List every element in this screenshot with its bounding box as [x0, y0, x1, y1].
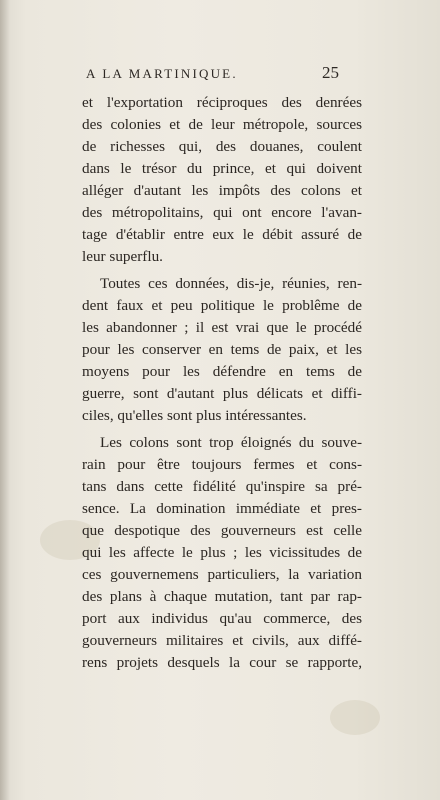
text-line: gouverneurs militaires et civils, aux diffé- [82, 632, 362, 649]
running-head: A LA MARTINIQUE. [86, 66, 238, 81]
text-line: des métropolitains, qui ont encore l'avan- [82, 204, 362, 221]
text-line: que despotique des gouverneurs est celle [82, 522, 362, 539]
text-line: ciles, qu'elles sont plus intéressantes. [82, 407, 307, 424]
text-line: pour les conserver en tems de paix, et les [82, 341, 362, 358]
text-line: Toutes ces données, dis-je, réunies, ren- [100, 275, 362, 292]
paragraph-1 [82, 92, 362, 268]
text-line: les abandonner ; il est vrai que le procédé [82, 319, 362, 336]
text-line: moyens pour les défendre en tems de [82, 363, 362, 380]
text-line: port aux individus qu'au commerce, des [82, 610, 362, 627]
text-line: et l'exportation réciproques des denrées [82, 94, 362, 111]
paper-stain [330, 700, 380, 735]
text-line: dans le trésor du prince, et qui doivent [82, 160, 362, 177]
text-line: guerre, sont d'autant plus délicats et diffi- [82, 385, 362, 402]
text-line: rain pour être toujours fermes et cons- [82, 456, 362, 473]
text-line: tage d'établir entre eux le débit assuré de [82, 226, 362, 243]
text-line: sence. La domination immédiate et pres- [82, 500, 362, 517]
text-line: leur superflu. [82, 248, 163, 265]
text-line: rens projets desquels la cour se rapporte, [82, 654, 362, 671]
gutter-shadow [0, 0, 10, 800]
text-line: ces gouvernemens particuliers, la variation [82, 566, 362, 583]
page-number: 25 [322, 63, 339, 82]
paragraph-3 [82, 432, 362, 674]
text-line: qui les affecte le plus ; les vicissitudes de [82, 544, 362, 561]
text-line: des colonies et de leur métropole, sources [82, 116, 362, 133]
text-line: tans dans cette fidélité qu'inspire sa pré- [82, 478, 362, 495]
text-line: dent faux et peu politique le problême de [82, 297, 362, 314]
text-line: de richesses qui, des douanes, coulent [82, 138, 362, 155]
text-line: des plans à chaque mutation, tant par rap- [82, 588, 362, 605]
text-line: alléger d'autant les impôts des colons et [82, 182, 362, 199]
paragraph-2 [82, 273, 362, 427]
text-line: Les colons sont trop éloignés du souve- [100, 434, 362, 451]
body-text [82, 92, 362, 679]
